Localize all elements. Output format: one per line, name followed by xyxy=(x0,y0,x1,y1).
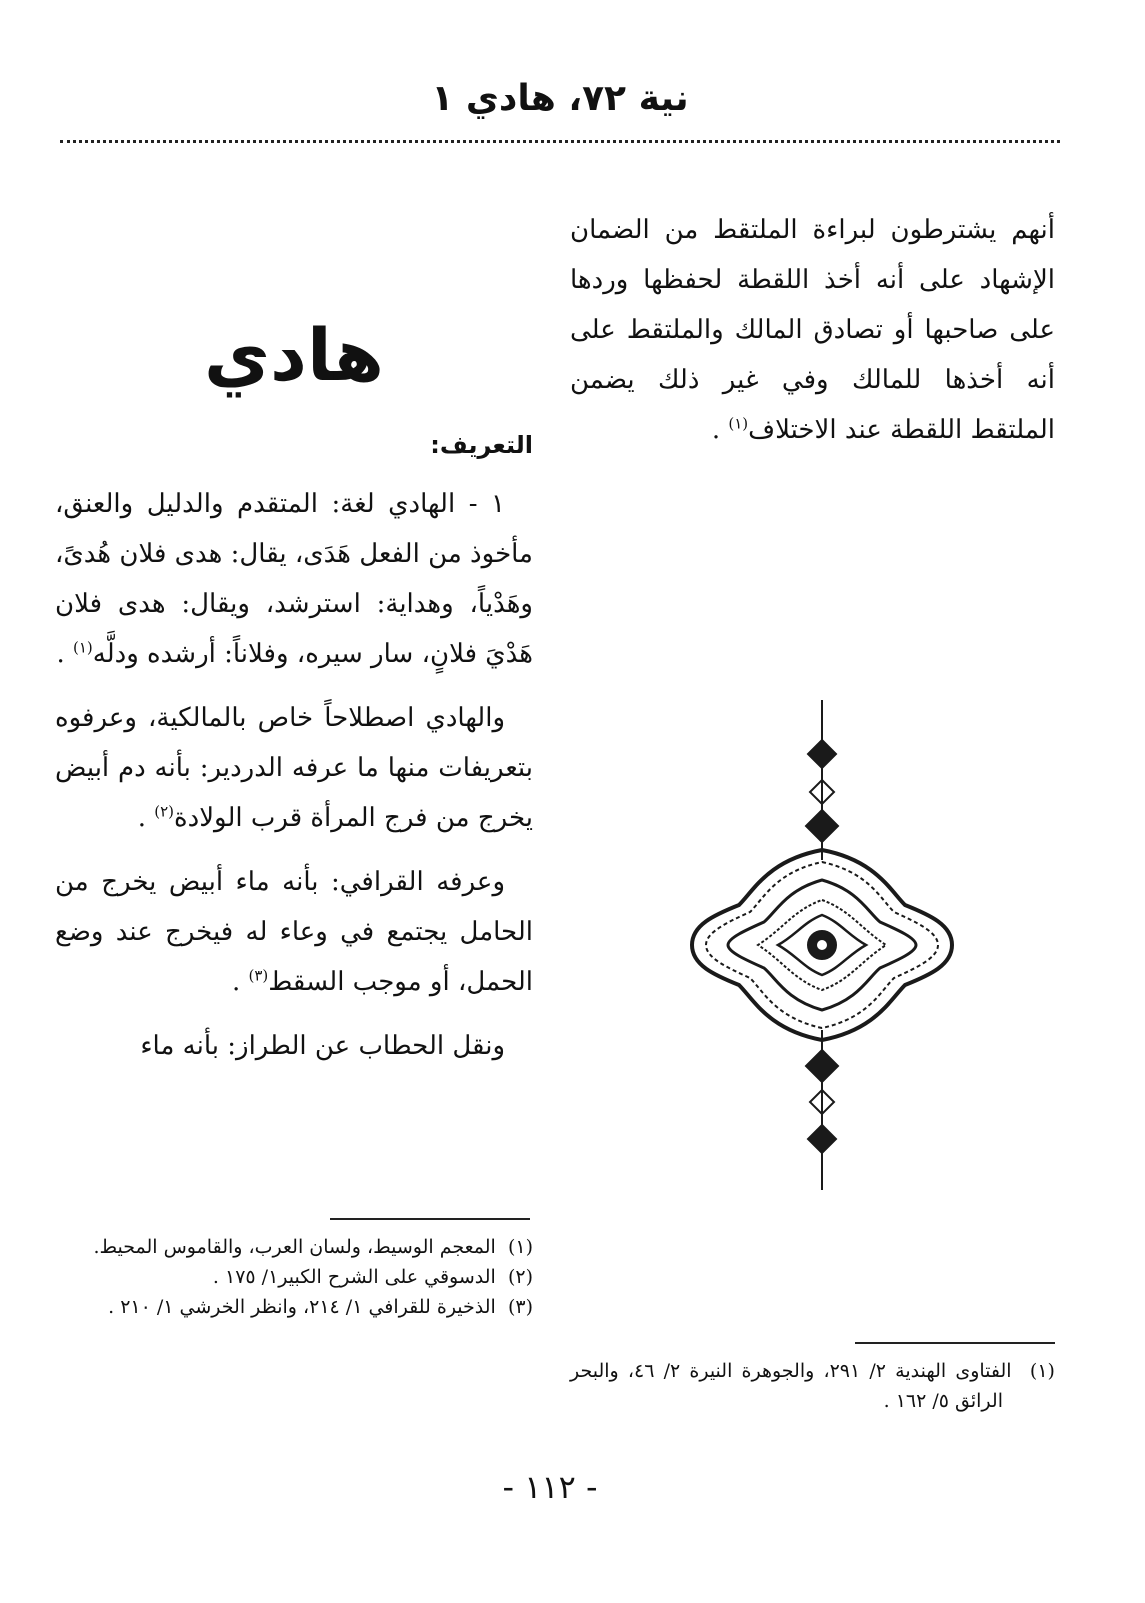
footnotes-right xyxy=(570,1356,1055,1416)
paragraph-end: . xyxy=(56,639,65,669)
footnote xyxy=(55,1232,533,1262)
section-heading: التعريف: xyxy=(430,431,533,459)
page-number: - ١١٢ - xyxy=(502,1468,598,1506)
footnote-ref: (١) xyxy=(728,414,749,433)
footnote-text: الدسوقي على الشرح الكبير١/ ١٧٥ . xyxy=(212,1266,496,1288)
footnote-ref: (٢) xyxy=(154,802,175,821)
arabesque-ornament-icon xyxy=(690,700,955,1190)
footnotes-left xyxy=(55,1232,533,1322)
paragraph-end: . xyxy=(137,803,146,833)
right-column xyxy=(570,205,1055,455)
footnote-number: (١) xyxy=(507,1236,533,1258)
footnote-text: الفتاوى الهندية ٢/ ٢٩١، والجوهرة النيرة ٢/ ٤٦، والبحر الرائق ٥/ ١٦٢ . xyxy=(570,1360,1012,1412)
continued-paragraph xyxy=(570,205,1055,455)
footnote-number: (٢) xyxy=(507,1266,533,1288)
paragraph-text: ١ - الهادي لغة: المتقدم والدليل والعنق، مأخوذ من الفعل هَدَى، يقال: هدى فلان هُدىً، وهَدْياً، وهداية: استرشد، ويقال: هدى فلان هَدْيَ فلانٍ، سار سيره، وفلاناً: أرشده ودلَّه xyxy=(55,489,533,669)
paragraph-text: والهادي اصطلاحاً خاص بالمالكية، وعرفوه بتعريفات منها ما عرفه الدردير: بأنه دم أبيض يخرج من فرج المرأة قرب الولادة xyxy=(55,703,533,833)
footnote-rule-left xyxy=(330,1218,530,1220)
running-header: نية ٧٢، هادي ١ xyxy=(431,78,689,119)
paragraph-1 xyxy=(55,479,533,679)
header-dotted-rule xyxy=(60,140,1060,143)
paragraph-4: ونقل الحطاب عن الطراز: بأنه ماء xyxy=(140,1031,505,1061)
entry-title: هادي xyxy=(204,313,384,397)
footnote-ref: (١) xyxy=(72,638,93,657)
paragraph-text: وعرفه القرافي: بأنه ماء أبيض يخرج من الحامل يجتمع في وعاء له فيخرج عند وضع الحمل، أو موجب السقط xyxy=(55,867,533,997)
footnote-text: المعجم الوسيط، ولسان العرب، والقاموس المحيط. xyxy=(93,1236,496,1258)
left-column xyxy=(55,305,533,1071)
footnote xyxy=(570,1356,1055,1416)
paragraph-2 xyxy=(55,693,533,843)
paragraph-text: أنهم يشترطون لبراءة الملتقط من الضمان الإشهاد على أنه أخذ اللقطة لحفظها وردها على صاحبها أو تصادق المالك والملتقط على أنه أخذها للمالك وفي غير ذلك يضمن الملتقط اللقطة عند الاختلاف xyxy=(570,215,1055,445)
footnote xyxy=(55,1262,533,1292)
footnote-number: (٣) xyxy=(507,1296,533,1318)
paragraph-3 xyxy=(55,857,533,1007)
footnote-rule-right xyxy=(855,1342,1055,1344)
paragraph-end: . xyxy=(711,415,721,445)
footnote xyxy=(55,1292,533,1322)
footnote-text: الذخيرة للقرافي ١/ ٢١٤، وانظر الخرشي ١/ ٢١٠ . xyxy=(108,1296,496,1318)
paragraph-end: . xyxy=(231,967,241,997)
footnote-number: (١) xyxy=(1029,1360,1055,1382)
footnote-ref: (٣) xyxy=(248,966,269,985)
